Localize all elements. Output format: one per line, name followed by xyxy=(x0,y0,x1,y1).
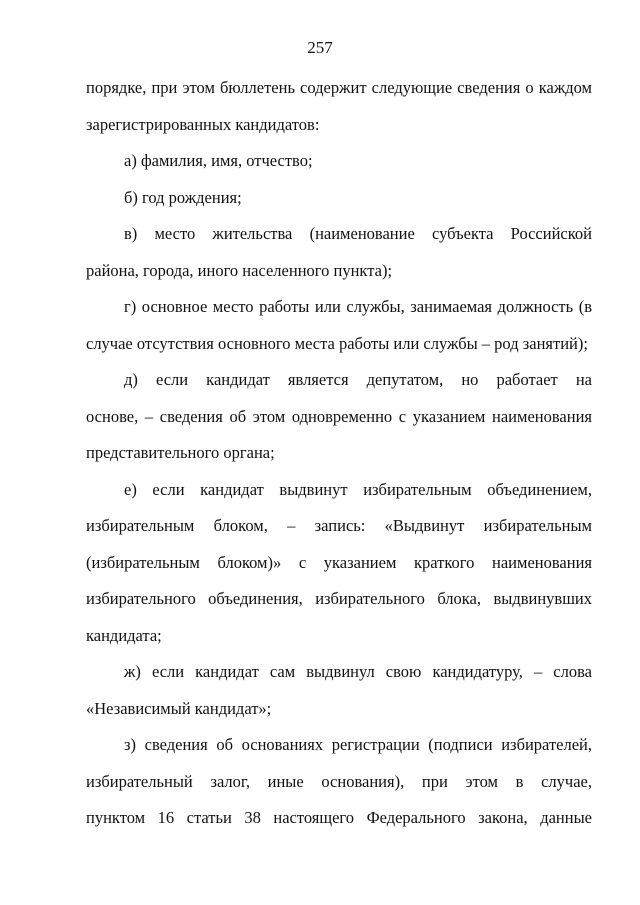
text-line: (избирательным блоком)» с указанием краткого наименования xyxy=(86,552,592,572)
text-line: избирательный залог, иные основания), при этом в случае, xyxy=(86,771,592,791)
list-item-a: а) фамилия, имя, отчество; xyxy=(124,151,313,170)
list-item-z: з) сведения об основаниях регистрации (подписи избирателей, xyxy=(124,735,592,754)
text-line: зарегистрированных кандидатов: xyxy=(86,114,320,134)
list-item-zh: ж) если кандидат сам выдвинул свою кандидатуру, – слова xyxy=(124,662,592,681)
text-line: «Независимый кандидат»; xyxy=(86,698,272,718)
text-line: основе, – сведения об этом одновременно с указанием наименования xyxy=(86,406,592,426)
document-body xyxy=(86,70,592,837)
text-line: избирательного объединения, избирательного блока, выдвинувших xyxy=(86,589,592,608)
list-item-v: в) место жительства (наименование субъекта Российской xyxy=(124,224,592,243)
text-line: кандидата; xyxy=(86,625,162,645)
text-line: пунктом 16 статьи 38 настоящего Федерального закона, данные xyxy=(86,808,592,827)
text-line: представительного органа; xyxy=(86,443,275,462)
list-item-d: д) если кандидат является депутатом, но работает на xyxy=(124,370,592,389)
text-line: избирательным блоком, – запись: «Выдвинут избирательным xyxy=(86,516,592,535)
text-line: района, города, иного населенного пункта); xyxy=(86,260,393,280)
text-line: случае отсутствия основного места работы или службы – род занятий); xyxy=(86,333,588,353)
list-item-e: е) если кандидат выдвинут избирательным объединением, xyxy=(124,479,592,499)
list-item-b: б) год рождения; xyxy=(124,187,242,207)
text-line: порядке, при этом бюллетень содержит следующие сведения о каждом xyxy=(86,78,592,97)
list-item-g: г) основное место работы или службы, занимаемая должность (в xyxy=(124,297,592,316)
page-number: 257 xyxy=(307,38,333,57)
